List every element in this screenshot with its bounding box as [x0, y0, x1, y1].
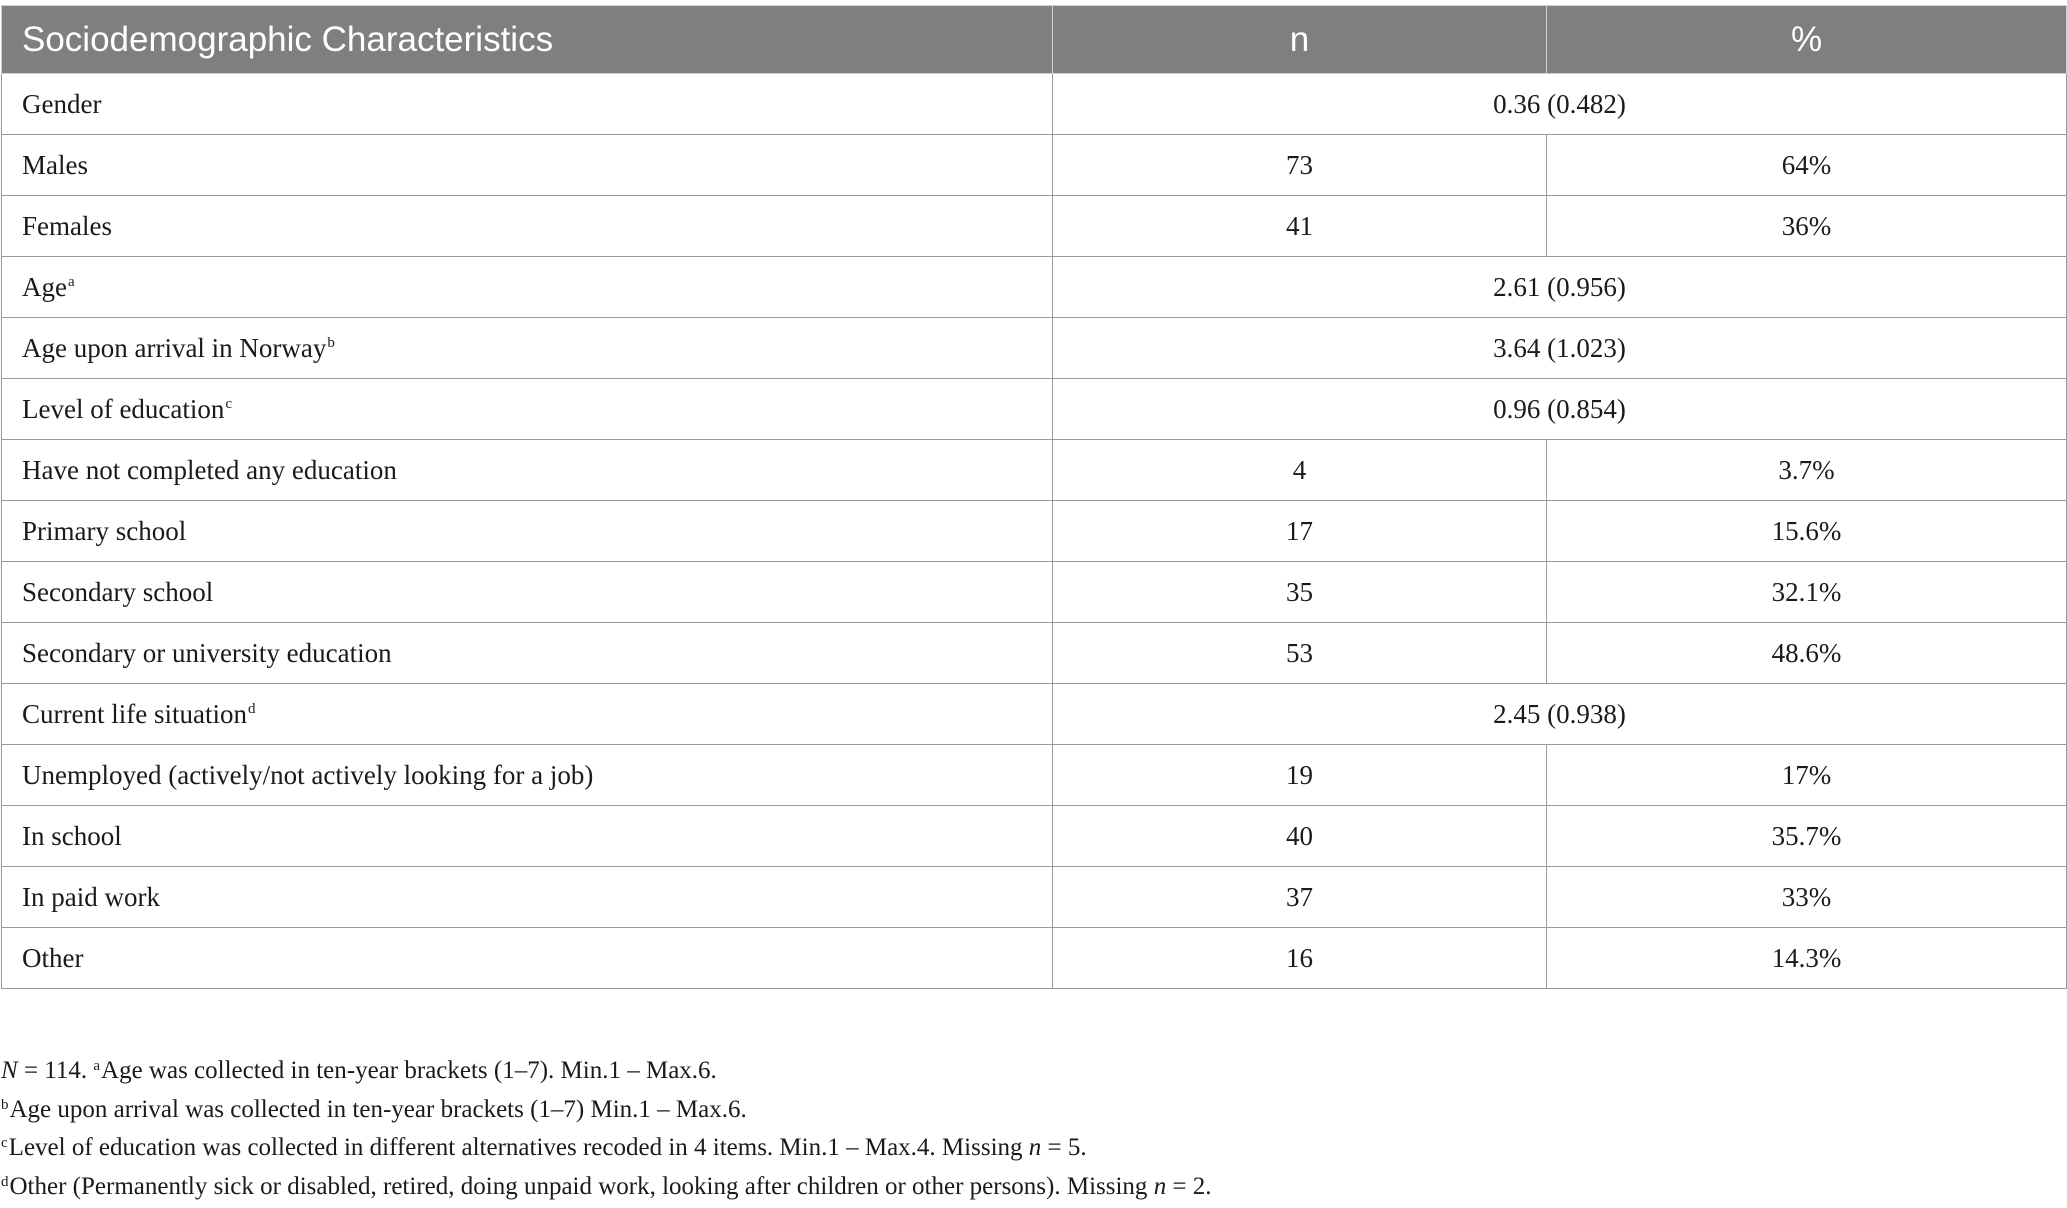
footnote-a-marker: a: [93, 1058, 101, 1074]
row-label-cell: [2, 745, 1053, 806]
table-footnotes: [1, 1052, 2061, 1206]
table-row: [2, 928, 2067, 989]
footnote-c-marker: c: [1, 1135, 8, 1152]
row-label-cell: [2, 379, 1053, 440]
percent-cell: 14.3%: [1547, 928, 2067, 989]
percent-cell: 32.1%: [1547, 562, 2067, 623]
footnote-a: [1, 1052, 2061, 1091]
percent-cell: 36%: [1547, 196, 2067, 257]
mean-sd-cell: 0.36 (0.482): [1053, 74, 2067, 135]
row-label: Current life situation: [22, 698, 247, 729]
table-body: [2, 74, 2067, 989]
row-label: Females: [22, 210, 112, 241]
row-label-cell: [2, 928, 1053, 989]
table-header-row: [2, 6, 2067, 74]
table-row: [2, 196, 2067, 257]
table-row: [2, 318, 2067, 379]
percent-cell: 33%: [1547, 867, 2067, 928]
n-cell: 4: [1053, 440, 1547, 501]
footnote-d-missing-label: n: [1153, 1172, 1167, 1200]
footnote-d: [1, 1168, 2061, 1207]
footnote-d-text: Other (Permanently sick or disabled, retired, doing unpaid work, looking after children or other persons). Missing: [9, 1172, 1154, 1200]
table-row: [2, 440, 2067, 501]
row-label-cell: [2, 196, 1053, 257]
footnote-a-text: Age was collected in ten-year brackets (1–7). Min.1 – Max.6.: [101, 1057, 717, 1084]
table-row: [2, 379, 2067, 440]
footnote-c-missing-label: n: [1028, 1134, 1042, 1162]
footnote-b-marker: b: [1, 1096, 9, 1113]
row-label-cell: [2, 74, 1053, 135]
row-label: Secondary or university education: [22, 637, 392, 668]
footnote-n-label: N: [1, 1057, 18, 1084]
percent-cell: 3.7%: [1547, 440, 2067, 501]
row-label: Age: [22, 271, 67, 302]
row-label-cell: [2, 257, 1053, 318]
footnote-marker: b: [327, 334, 335, 351]
footnote-marker: c: [225, 395, 233, 412]
table-row: [2, 745, 2067, 806]
footnote-marker: a: [67, 273, 75, 290]
table-row: [2, 867, 2067, 928]
mean-sd-cell: 2.45 (0.938): [1053, 684, 2067, 745]
footnote-n-value: = 114.: [17, 1057, 94, 1084]
n-cell: 53: [1053, 623, 1547, 684]
row-label: Gender: [22, 88, 102, 119]
footnote-d-missing-value: = 2.: [1166, 1172, 1212, 1200]
header-characteristics: Sociodemographic Characteristics: [2, 6, 1053, 74]
n-cell: 17: [1053, 501, 1547, 562]
table-row: [2, 74, 2067, 135]
n-cell: 16: [1053, 928, 1547, 989]
mean-sd-cell: 0.96 (0.854): [1053, 379, 2067, 440]
row-label: Primary school: [22, 515, 187, 546]
row-label-cell: [2, 440, 1053, 501]
footnote-c: [1, 1129, 2061, 1168]
footnote-b: [1, 1091, 2061, 1130]
row-label: Other: [22, 942, 84, 973]
footnote-b-text: Age upon arrival was collected in ten-year brackets (1–7) Min.1 – Max.6.: [9, 1095, 747, 1123]
row-label: Have not completed any education: [22, 454, 397, 485]
table-row: [2, 623, 2067, 684]
row-label-cell: [2, 501, 1053, 562]
row-label-cell: [2, 684, 1053, 745]
row-label-cell: [2, 867, 1053, 928]
footnote-c-text: Level of education was collected in different alternatives recoded in 4 items. Min.1 – Max.4. Missing: [8, 1134, 1029, 1162]
table-row: [2, 684, 2067, 745]
row-label: In paid work: [22, 881, 160, 912]
percent-cell: 48.6%: [1547, 623, 2067, 684]
table-row: [2, 562, 2067, 623]
mean-sd-cell: 3.64 (1.023): [1053, 318, 2067, 379]
footnote-c-missing-value: = 5.: [1041, 1134, 1087, 1162]
row-label: In school: [22, 820, 122, 851]
footnote-marker: d: [247, 700, 256, 717]
sociodemographic-table: [1, 5, 2067, 989]
footnote-d-marker: d: [1, 1173, 9, 1190]
row-label: Age upon arrival in Norway: [22, 332, 327, 363]
percent-cell: 15.6%: [1547, 501, 2067, 562]
table-row: [2, 257, 2067, 318]
table-row: [2, 501, 2067, 562]
percent-cell: 35.7%: [1547, 806, 2067, 867]
percent-cell: 64%: [1547, 135, 2067, 196]
table-row: [2, 135, 2067, 196]
n-cell: 35: [1053, 562, 1547, 623]
row-label-cell: [2, 562, 1053, 623]
n-cell: 40: [1053, 806, 1547, 867]
mean-sd-cell: 2.61 (0.956): [1053, 257, 2067, 318]
header-percent: %: [1547, 6, 2067, 74]
row-label-cell: [2, 623, 1053, 684]
n-cell: 37: [1053, 867, 1547, 928]
n-cell: 41: [1053, 196, 1547, 257]
row-label-cell: [2, 318, 1053, 379]
row-label-cell: [2, 806, 1053, 867]
n-cell: 19: [1053, 745, 1547, 806]
table-row: [2, 806, 2067, 867]
row-label-cell: [2, 135, 1053, 196]
row-label: Males: [22, 149, 88, 180]
header-n: n: [1053, 6, 1547, 74]
percent-cell: 17%: [1547, 745, 2067, 806]
n-cell: 73: [1053, 135, 1547, 196]
row-label: Secondary school: [22, 576, 214, 607]
row-label: Level of education: [22, 393, 225, 424]
row-label: Unemployed (actively/not actively looking for a job): [22, 759, 594, 790]
